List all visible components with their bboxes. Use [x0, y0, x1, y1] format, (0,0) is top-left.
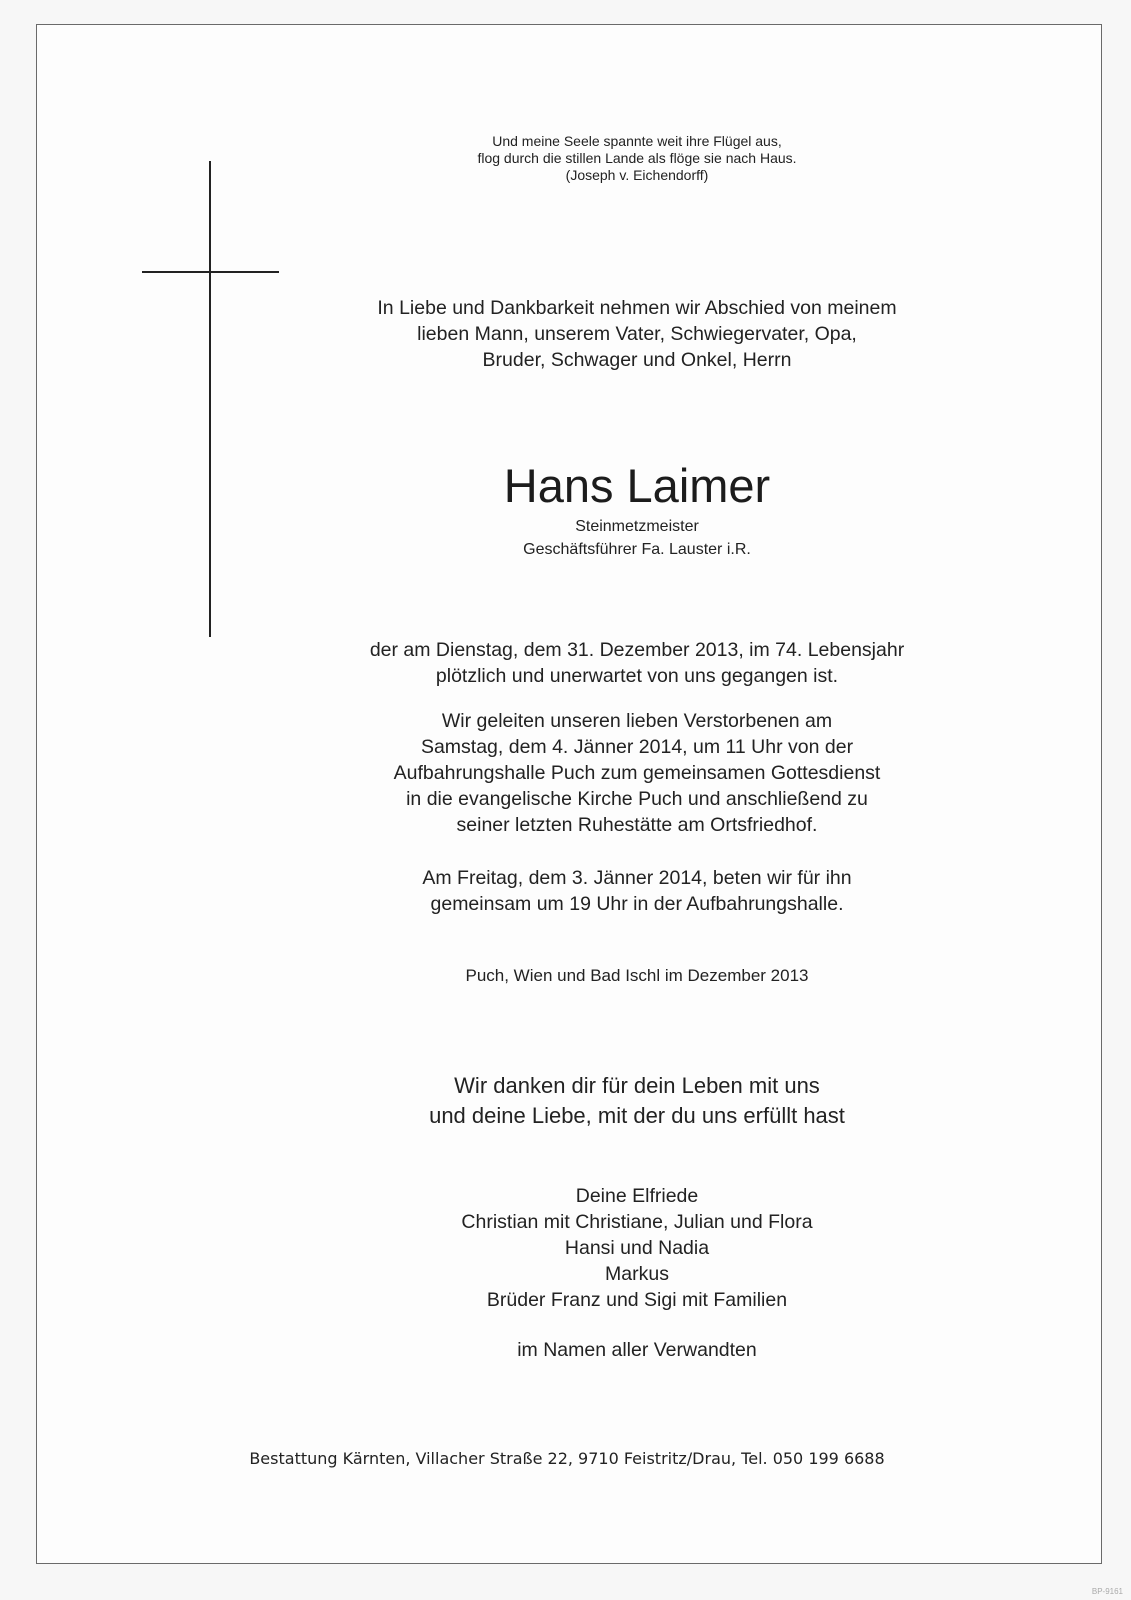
funeral-home-footer: Bestattung Kärnten, Villacher Straße 22, 9710 Feistritz/Drau, Tel. 050 199 6688 — [249, 1449, 885, 1468]
funeral-line: Wir geleiten unseren lieben Verstorbenen am — [441, 710, 833, 732]
thanks-line: und deine Liebe, mit der du uns erfüllt hast — [429, 1103, 845, 1128]
deceased-name: Hans Laimer — [503, 459, 771, 512]
prayer-line: Am Freitag, dem 3. Jänner 2014, beten wir für ihn — [422, 867, 852, 889]
deceased-titles — [267, 515, 1007, 561]
death-line: plötzlich und unerwartet von uns gegangen ist. — [435, 665, 839, 687]
intro-line: Bruder, Schwager und Onkel, Herrn — [482, 349, 792, 371]
funeral-details — [267, 708, 1007, 838]
prayer-line: gemeinsam um 19 Uhr in der Aufbahrungshalle. — [430, 893, 844, 915]
death-line: der am Dienstag, dem 31. Dezember 2013, im 74. Lebensjahr — [369, 639, 905, 661]
mourner-entry: Deine Elfriede — [575, 1185, 699, 1207]
epigraph-quote — [267, 133, 1007, 184]
intro-text — [267, 295, 1007, 373]
funeral-line: in die evangelische Kirche Puch und anschließend zu — [406, 788, 868, 810]
funeral-line: Samstag, dem 4. Jänner 2014, um 11 Uhr von der — [420, 736, 854, 758]
mourner-entry: Hansi und Nadia — [564, 1237, 710, 1259]
cross-vertical-bar — [209, 161, 211, 637]
deceased-title: Steinmetzmeister — [575, 518, 699, 535]
mourner-entry: Markus — [605, 1263, 669, 1285]
death-statement — [267, 637, 1007, 689]
quote-line: flog durch die stillen Lande als flöge sie nach Haus. — [477, 150, 797, 166]
quote-attribution: (Joseph v. Eichendorff) — [565, 167, 709, 183]
relatives-note: im Namen aller Verwandten — [517, 1339, 757, 1361]
prayer-details — [267, 865, 1007, 917]
mourner-entry: Brüder Franz und Sigi mit Familien — [486, 1289, 788, 1311]
thanks-line: Wir danken dir für dein Leben mit uns — [454, 1073, 820, 1098]
cross-horizontal-bar — [142, 271, 279, 273]
funeral-line: Aufbahrungshalle Puch zum gemeinsamen Gottesdienst — [393, 762, 881, 784]
funeral-line: seiner letzten Ruhestätte am Ortsfriedhof. — [456, 814, 818, 836]
deceased-title: Geschäftsführer Fa. Lauster i.R. — [523, 541, 751, 558]
mourners-list — [267, 1183, 1007, 1313]
quote-line: Und meine Seele spannte weit ihre Flügel aus, — [492, 133, 782, 149]
obituary-notice — [36, 24, 1102, 1564]
intro-line: In Liebe und Dankbarkeit nehmen wir Abschied von meinem — [377, 297, 897, 319]
thanks-message — [267, 1071, 1007, 1131]
intro-line: lieben Mann, unserem Vater, Schwiegervater, Opa, — [417, 323, 857, 345]
mourner-entry: Christian mit Christiane, Julian und Flora — [461, 1211, 813, 1233]
place-and-date: Puch, Wien und Bad Ischl im Dezember 2013 — [465, 966, 809, 985]
corner-reference-tag: BP-9161 — [1091, 1587, 1123, 1596]
